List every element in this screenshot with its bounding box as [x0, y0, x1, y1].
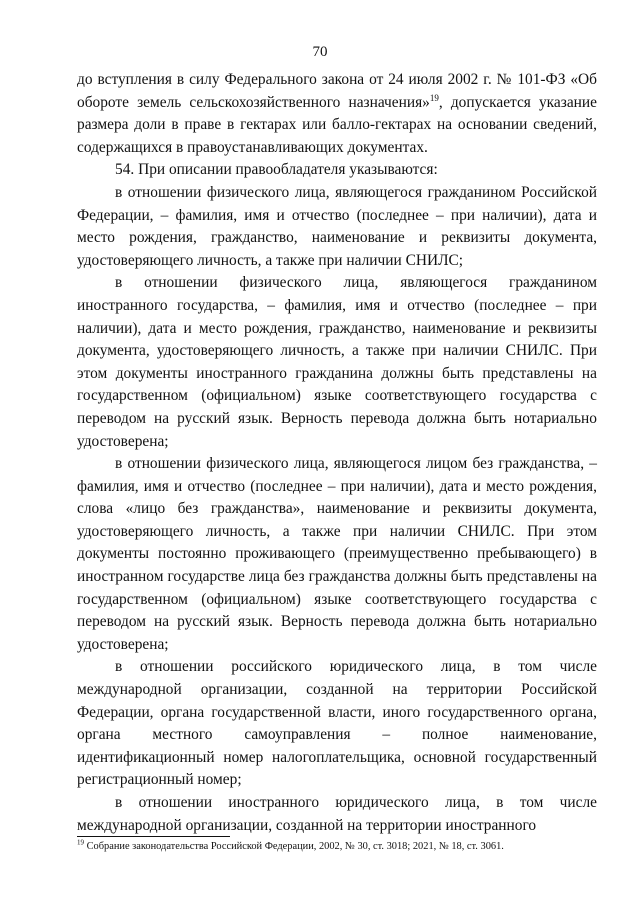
footnote-number: 19: [77, 838, 84, 847]
footnote-text: Собрание законодательства Российской Федерации, 2002, № 30, ст. 3018; 2021, № 18, ст. 3061.: [86, 841, 504, 852]
paragraph-7: в отношении иностранного юридического лица, в том числе международной организации, созданной на территории иностранного: [77, 794, 597, 834]
paragraph-1-text: до вступления в силу Федерального закона от 24 июля 2002 г. № 101-ФЗ «Об обороте земель сельскохозяйственного назначения»: [77, 71, 597, 111]
page-number: 70: [312, 44, 328, 60]
paragraph-1: [77, 69, 597, 159]
footnote-ref[interactable]: 19: [429, 92, 439, 103]
body-text: [77, 69, 597, 837]
paragraph-5: в отношении физического лица, являющегося лицом без гражданства, – фамилия, имя и отчество (последнее – при наличии), дата и место рождения, слова «лицо без гражданства», наименование и реквизиты документа, удостоверяющего личность, а также при наличии СНИЛС. При этом документы постоянно проживающего (преимущественно пребывающего) в иностранном государстве лица без гражданства должны быть представлены на государственном (официальном) языке соответствующего государства с переводом на русский язык. Верность перевода должна быть нотариально удостоверена;: [77, 455, 597, 653]
paragraph-3: в отношении физического лица, являющегося гражданином Российской Федерации, – фамилия, имя и отчество (последнее – при наличии), дата и место рождения, гражданство, наименование и реквизиты документа, удостоверяющего личность, а также при наличии СНИЛС;: [77, 183, 597, 269]
footnote: [77, 840, 597, 854]
paragraph-1-text-after: , допускается указание размера доли в праве в гектарах или балло-гектарах на основании сведений, содержащихся в правоустанавливающих документах.: [77, 93, 597, 156]
paragraph-2: 54. При описании правообладателя указываются:: [115, 161, 438, 179]
footnote-separator: [77, 836, 230, 837]
paragraph-4: в отношении физического лица, являющегося гражданином иностранного государства, – фамилия, имя и отчество (последнее – при наличии), дата и место рождения, гражданство, наименование и реквизиты документа, удостоверяющего личность, а также при наличии СНИЛС. При этом документы иностранного гражданина должны быть представлены на государственном (официальном) языке соответствующего государства с переводом на русский язык. Верность перевода должна быть нотариально удостоверена;: [77, 274, 597, 450]
paragraph-6: в отношении российского юридического лица, в том числе международной организации, созданной на территории Российской Федерации, органа государственной власти, иного государственного органа, органа местного самоуправления – полное наименование, идентификационный номер налогоплательщика, основной государственный регистрационный номер;: [77, 658, 597, 789]
